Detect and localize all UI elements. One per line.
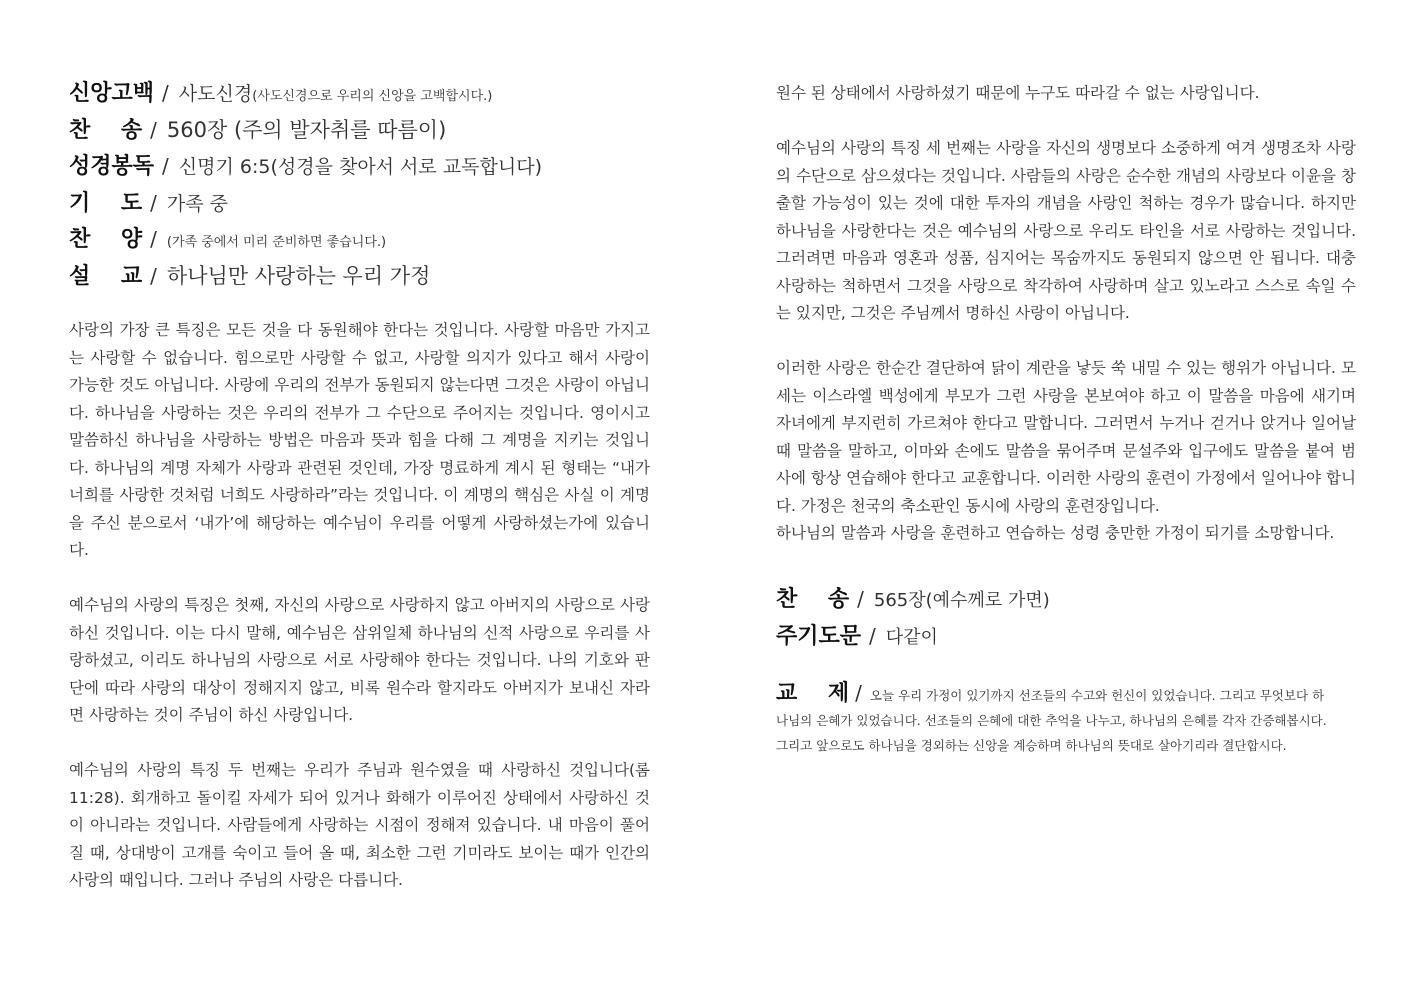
sermon-paragraph: 예수님의 사랑의 특징은 첫째, 자신의 사랑으로 사랑하지 않고 아버지의 사랑으로 사랑하신 것입니다. 이는 다시 말해, 예수님은 삼위일체 하나님의 신적 사랑으로 우리를 사랑하셨고, 이리도 하나님의 사랑으로 서로 사랑해야 한다는 것입니다. 나의 기호와 판단에 따라 사랑의 대상이 정해지지 않고, 비록 원수라 할지라도 아버지가 보내신 자라면 사랑하는 것이 주님이 하신 사랑입니다. — [69, 596, 650, 724]
order-value-main: 사도신경 — [178, 83, 253, 105]
order-separator: / — [162, 154, 169, 178]
order-label: 주기도문 — [776, 623, 862, 649]
sermon-paragraph: 이러한 사랑은 한순간 결단하여 닭이 계란을 낳듯 쑥 내밀 수 있는 행위가 아닙니다. 모세는 이스라엘 백성에게 부모가 그런 사랑을 본보여야 하고 이 말씀을 마음에 새기며 자녀에게 부지런히 가르쳐야 한다고 말합니다. 그러면서 누거나 걷거나 앉거나 일어날 때 말씀을 말하고, 이마와 손에도 말씀을 묶어주며 문설주와 입구에도 말씀을 붙여 범사에 항상 연습해야 한다고 교훈합니다. 이러한 사랑의 훈련이 가정에서 일어나야 합니다. 가정은 천국의 축소판인 동시에 사랑의 훈련장입니다. — [776, 359, 1356, 515]
order-value — [167, 229, 386, 251]
order-value: 560장 (주의 발자취를 따름이) — [166, 117, 447, 142]
order-label: 기 도 — [69, 190, 143, 216]
worship-order — [69, 76, 650, 295]
sermon-paragraph: 사랑의 가장 큰 특징은 모든 것을 다 동원해야 한다는 것입니다. 사랑할 마음만 가지고는 사랑할 수 없습니다. 힘으로만 사랑할 수 없고, 사랑할 의지가 있다고 해서 사랑이 가능한 것도 아닙니다. 사랑에 우리의 전부가 동원되지 않는다면 그것은 사랑이 아닙니다. 하나님을 사랑하는 것은 우리의 전부가 그 수단으로 주어지는 것입니다. 영이시고 말씀하신 하나님을 사랑하는 방법은 마음과 뜻과 힘을 다해 그 계명을 지키는 것입니다. 하나님의 계명 자체가 사랑과 관련된 것인데, 가장 명료하게 계시 된 형태는 “내가 너희를 사랑한 것처럼 너희도 사랑하라”라는 것입니다. 이 계명의 핵심은 사실 이 계명을 주신 분으로서 ‘내가’에 해당하는 예수님이 우리를 어떻게 사랑하셨는가에 있습니다. — [69, 321, 650, 559]
order-separator: / — [150, 117, 157, 142]
fellowship-section — [776, 676, 1356, 758]
order-separator: / — [869, 623, 876, 648]
order-separator: / — [162, 81, 169, 105]
order-prayer — [69, 186, 650, 223]
order-separator: / — [150, 263, 157, 288]
right-column — [776, 80, 1356, 758]
order-separator: / — [150, 227, 157, 251]
fellowship-body — [776, 676, 1336, 758]
order-lords-prayer — [776, 619, 1356, 656]
order-creed — [69, 76, 650, 113]
sermon-paragraph: 예수님의 사랑의 특징 두 번째는 우리가 주님과 원수였을 때 사랑하신 것입니다(롬 11:28). 회개하고 돌이킬 자세가 되어 있거나 화해가 이루어진 상태에서 사랑하신 것이 아니라는 것입니다. 사람들에게 사랑하는 시점이 정해져 있습니다. 내 마음이 풀어질 때, 상대방이 고개를 숙이고 들어 올 때, 최소한 그런 기미라도 보이는 때가 인간의 사랑의 때입니다. 그러나 주님의 사랑은 다릅니다. — [69, 761, 650, 889]
order-label: 설 교 — [69, 263, 143, 289]
order-praise — [69, 222, 650, 259]
fellowship-label: 교 제 — [776, 680, 850, 706]
order-value: 다같이 — [885, 626, 938, 648]
order-label: 성경봉독 — [69, 154, 155, 179]
order-hymn — [69, 113, 650, 150]
order-label: 찬 송 — [69, 117, 143, 143]
order-value: 565장(예수께로 가면) — [873, 589, 1050, 611]
order-scripture — [69, 149, 650, 186]
order-value — [179, 79, 493, 106]
order-sermon — [69, 259, 650, 296]
fellowship-text: 오늘 우리 가정이 있기까지 선조들의 수고와 헌신이 있었습니다. 그리고 무엇보다 하나님의 은혜가 있었습니다. 선조들의 은혜에 대한 추억을 나누고, 하나님의 은혜를 각자 간증해봅시다. 그리고 앞으로도 하나님을 경외하는 신앙을 계승하며 하나님의 뜻대로 살아기리라 결단합시다. — [776, 687, 1327, 753]
order-note: (가족 중에서 미리 준비하면 좋습니다.) — [166, 235, 387, 250]
sermon-title: 하나님만 사랑하는 우리 가정 — [166, 263, 431, 288]
fellowship-separator: / — [855, 680, 862, 705]
sermon-paragraph: 하나님의 말씀과 사랑을 훈련하고 연습하는 성령 충만한 가정이 되기를 소망합니다. — [776, 524, 1335, 542]
left-column — [69, 76, 650, 895]
order-separator: / — [857, 586, 864, 611]
order-value: 가족 중 — [166, 192, 229, 215]
sermon-left — [69, 317, 650, 895]
order-separator: / — [150, 190, 157, 215]
sermon-paragraph: 예수님의 사랑의 특징 세 번째는 사랑을 자신의 생명보다 소중하게 여겨 생명조차 사랑의 수단으로 삼으셨다는 것입니다. 사람들의 사랑은 순수한 개념의 사랑보다 이윤을 창출할 가능성이 있는 것에 대한 투자의 개념을 사랑인 척하는 경우가 많습니다. 하지만 하나님을 사랑한다는 것은 예수님의 사랑으로 우리도 타인을 서로 사랑하는 것입니다. 그러려면 마음과 영혼과 성품, 심지어는 목숨까지도 동원되지 않으면 안 됩니다. 대충 사랑하는 척하면서 그것을 사랑으로 착각하여 사랑하며 살고 있노라고 스스로 속일 수는 있지만, 그것은 주님께서 명하신 사랑이 아닙니다. — [776, 139, 1356, 322]
order-label: 신앙고백 — [69, 81, 155, 106]
order-closing-hymn — [776, 582, 1356, 619]
order-label: 찬 송 — [776, 586, 850, 612]
order-value: 신명기 6:5(성경을 찾아서 서로 교독합니다) — [178, 156, 542, 178]
sermon-paragraph: 원수 된 상태에서 사랑하셨기 때문에 누구도 따라갈 수 없는 사랑입니다. — [776, 84, 1260, 102]
order-note: (사도신경으로 우리의 신앙을 고백합시다.) — [252, 89, 493, 104]
order-label: 찬 양 — [69, 227, 143, 252]
closing-order — [776, 582, 1356, 656]
